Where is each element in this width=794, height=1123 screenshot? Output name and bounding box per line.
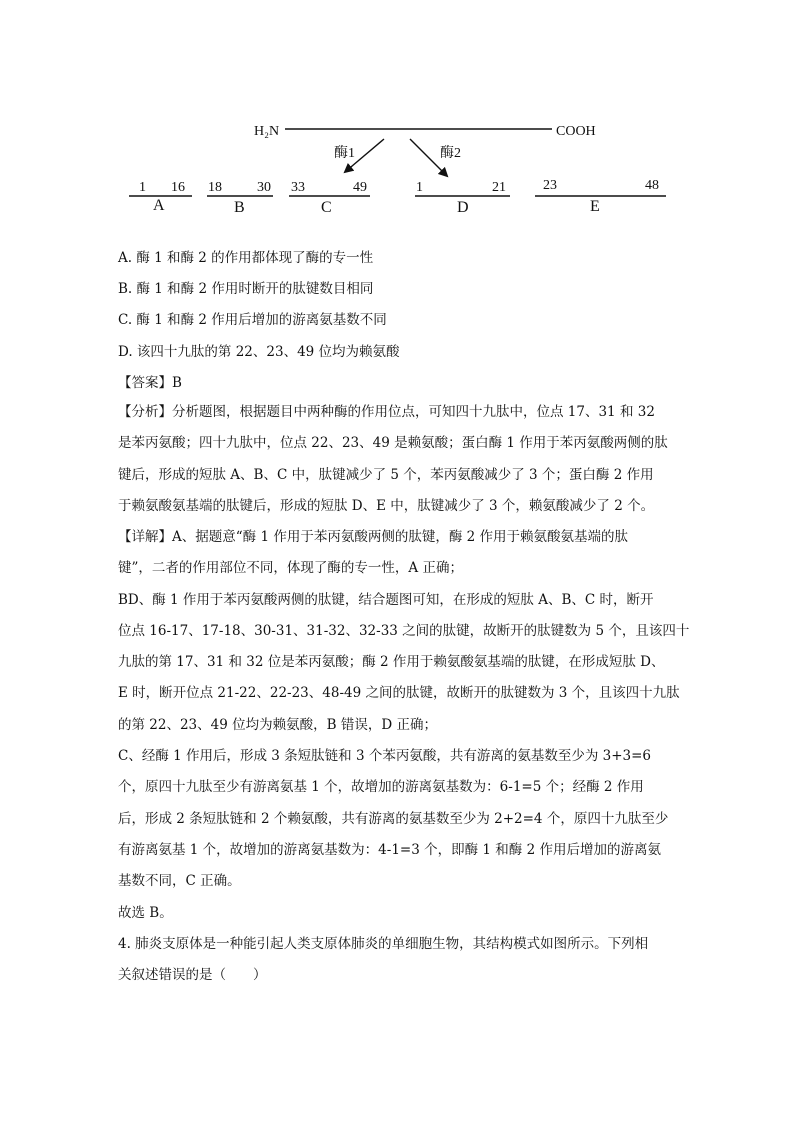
segment-start: 1 xyxy=(416,180,423,195)
analysis-paragraph xyxy=(118,397,678,522)
detail-paragraph xyxy=(118,522,690,929)
segment-start: 1 xyxy=(139,180,146,195)
enzyme1-label: 酶1 xyxy=(334,146,355,161)
detail-line: 键”，二者的作用部位不同，体现了酶的专一性，A 正确； xyxy=(118,560,463,577)
segment-name: B xyxy=(234,199,245,216)
segment-end: 16 xyxy=(171,180,185,195)
detail-line: 有游离氨基 1 个，故增加的游离氨基数为：4-1=3 个，即酶 1 和酶 2 作用后增加的游离氨 xyxy=(118,841,661,858)
option-b: B. 酶 1 和酶 2 作用时断开的肽键数目相同 xyxy=(118,281,374,297)
option-c: C. 酶 1 和酶 2 作用后增加的游离氨基数不同 xyxy=(118,312,387,328)
segment-start: 23 xyxy=(543,178,557,193)
detail-line: 后，形成 2 条短肽链和 2 个赖氨酸，共有游离的氨基数至少为 2+2=4 个，原四十九肽至少 xyxy=(118,810,669,827)
detail-line: E 时，断开位点 21-22、22-23、48-49 之间的肽键，故断开的肽键数为 3 个，且该四十九肽 xyxy=(118,685,680,702)
detail-line: 基数不同，C 正确。 xyxy=(118,873,241,890)
peptide-cleavage-diagram xyxy=(0,110,794,220)
segment-start: 33 xyxy=(291,180,305,195)
segment-name: C xyxy=(321,199,332,216)
detail-line: 位点 16-17、17-18、30-31、31-32、32-33 之间的肽键，故断开的肽键数为 5 个，且该四十 xyxy=(118,622,690,639)
option-a: A. 酶 1 和酶 2 的作用都体现了酶的专一性 xyxy=(118,250,374,266)
detail-line: 的第 22、23、49 位均为赖氨酸，B 错误，D 正确； xyxy=(118,716,437,733)
c-terminal-label: COOH xyxy=(556,124,596,139)
analysis-line: 【分析】分析题图，根据题目中两种酶的作用位点，可知四十九肽中，位点 17、31 和 32 xyxy=(118,404,655,420)
answer-line: 【答案】B xyxy=(118,375,182,391)
enzyme2-label: 酶2 xyxy=(440,146,461,161)
segment-end: 30 xyxy=(257,180,271,195)
segment-name: E xyxy=(590,198,600,215)
segment-end: 48 xyxy=(645,178,659,193)
question-line: 关叙述错误的是（ ） xyxy=(118,967,267,984)
analysis-line: 是苯丙氨酸；四十九肽中，位点 22、23、49 是赖氨酸；蛋白酶 1 作用于苯丙氨酸两侧的肽 xyxy=(118,435,668,452)
question-line: 4. 肺炎支原体是一种能引起人类支原体肺炎的单细胞生物，其结构模式如图所示。下列相 xyxy=(118,936,649,952)
analysis-line: 键后，形成的短肽 A、B、C 中，肽键减少了 5 个，苯丙氨酸减少了 3 个；蛋白酶 2 作用 xyxy=(118,466,654,483)
segment-name: A xyxy=(153,197,165,214)
detail-line: BD、酶 1 作用于苯丙氨酸两侧的肽键，结合题图可知，在形成的短肽 A、B、C 时，断开 xyxy=(118,591,654,608)
segment-start: 18 xyxy=(208,180,222,195)
segment-end: 21 xyxy=(492,180,506,195)
detail-line: C、经酶 1 作用后，形成 3 条短肽链和 3 个苯丙氨酸，共有游离的氨基数至少为 3+3=6 xyxy=(118,748,652,765)
diagram-svg xyxy=(0,110,794,220)
segment-name: D xyxy=(457,199,469,216)
detail-line: 个，原四十九肽至少有游离氨基 1 个，故增加的游离氨基数为：6-1=5 个；经酶 2 作用 xyxy=(118,779,644,796)
option-d: D. 该四十九肽的第 22、23、49 位均为赖氨酸 xyxy=(118,344,400,360)
detail-line: 九肽的第 17、31 和 32 位是苯丙氨酸；酶 2 作用于赖氨酸氨基端的肽键，在形成短肽 D、 xyxy=(118,654,665,671)
n-terminal-label: H₂N xyxy=(254,124,280,139)
question-4 xyxy=(118,929,678,992)
detail-line: 【详解】A、据题意“酶 1 作用于苯丙氨酸两侧的肽键，酶 2 作用于赖氨酸氨基端的肽 xyxy=(118,529,628,545)
detail-line: 故选 B。 xyxy=(118,904,173,921)
segment-end: 49 xyxy=(353,180,367,195)
analysis-line: 于赖氨酸氨基端的肽键后，形成的短肽 D、E 中，肽键减少了 3 个，赖氨酸减少了 2 个。 xyxy=(118,497,655,514)
